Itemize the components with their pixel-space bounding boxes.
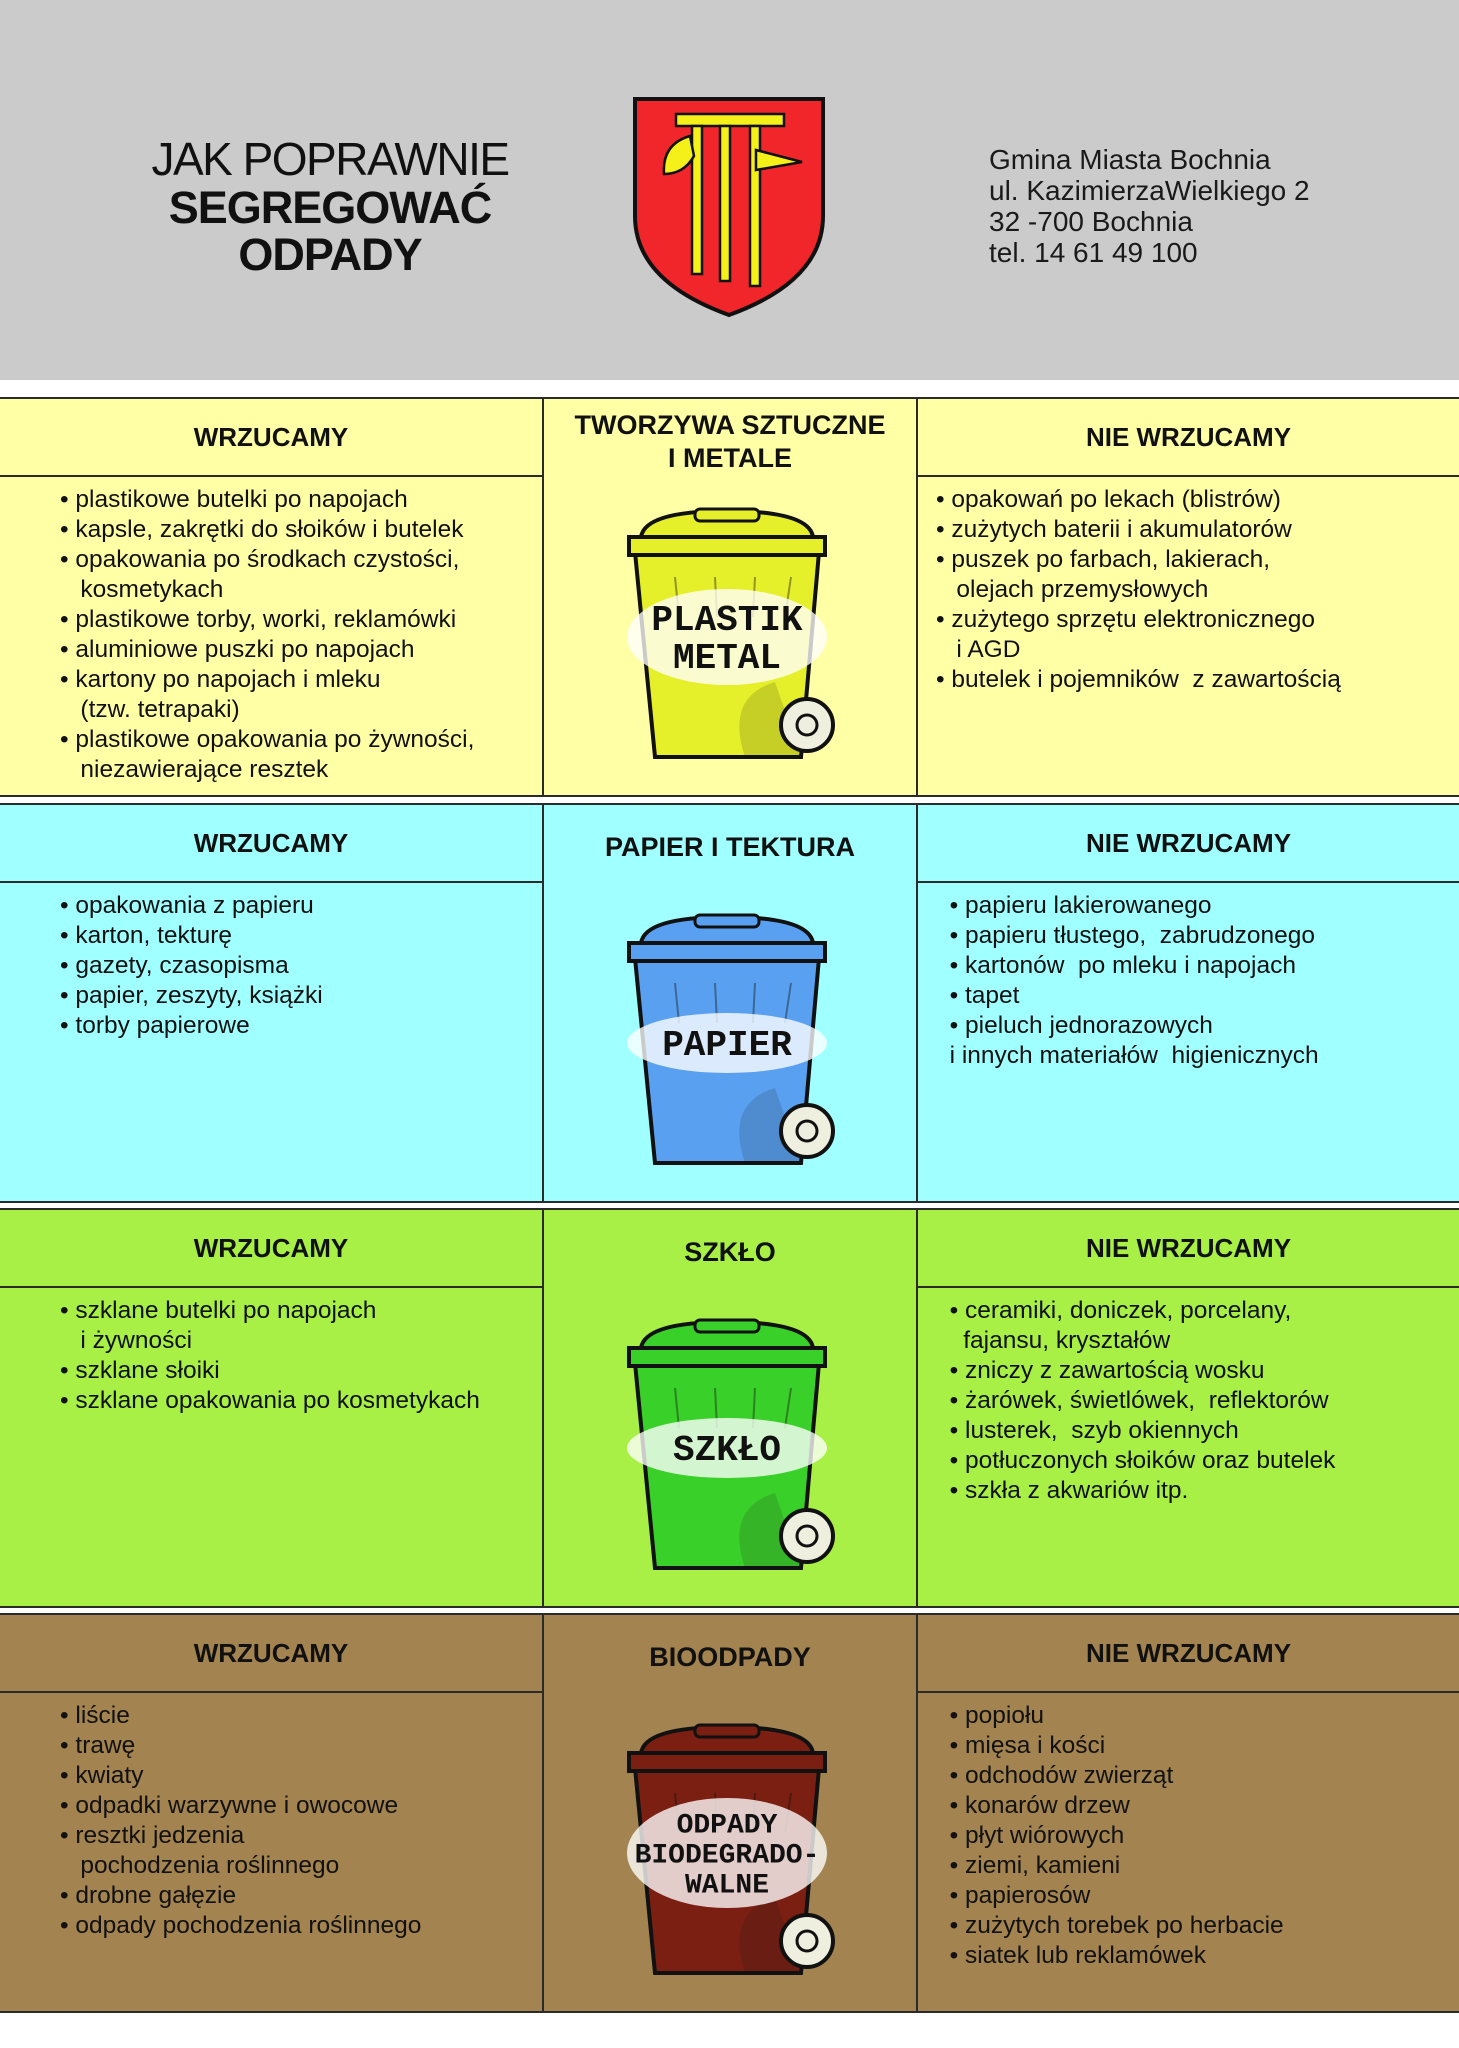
category-column (542, 1615, 918, 2011)
rejected-item: • konarów drzew (936, 1792, 1130, 1819)
bin-label-text: PAPIER (662, 1025, 792, 1066)
category-title (544, 1210, 916, 1308)
accepted-item: • kapsle, zakrętki do słoików i butelek (60, 516, 464, 543)
rejected-item: • pieluch jednorazowych (936, 1012, 1213, 1039)
rejected-column (918, 399, 1459, 795)
accepted-column (0, 1210, 542, 1606)
category-title (544, 1615, 916, 1713)
waste-bin-icon (615, 507, 845, 765)
title-line-2: SEGREGOWAĆ (168, 181, 492, 233)
accepted-header: WRZUCAMY (0, 1210, 542, 1288)
accepted-item: • liście (60, 1702, 130, 1729)
rejected-item: fajansu, kryształów (936, 1327, 1171, 1354)
category-column (542, 805, 918, 1201)
rejected-header: NIE WRZUCAMY (918, 1210, 1459, 1288)
section-bio (0, 1613, 1459, 2013)
rejected-item: • płyt wiórowych (936, 1822, 1125, 1849)
bin-label-text: SZKŁO (672, 1430, 782, 1471)
waste-bin-icon (615, 1723, 845, 1981)
rejected-item: • ziemi, kamieni (936, 1852, 1121, 1879)
category-title (544, 399, 916, 481)
category-column (542, 399, 918, 795)
section-plastic-metal (0, 397, 1459, 797)
accepted-item: i żywności (60, 1327, 193, 1354)
rejected-item: • żarówek, świetlówek, reflektorów (936, 1387, 1329, 1414)
accepted-item: • szklane butelki po napojach (60, 1297, 377, 1324)
accepted-item: • gazety, czasopisma (60, 952, 289, 979)
rejected-item: • lusterek, szyb okiennych (936, 1417, 1239, 1444)
bin-label-text: ODPADY (676, 1810, 778, 1842)
rejected-item: • papieru lakierowanego (936, 892, 1212, 919)
accepted-item: • opakowania po środkach czystości, (60, 546, 460, 573)
accepted-list (0, 1288, 542, 1416)
accepted-item: • aluminiowe puszki po napojach (60, 636, 415, 663)
rejected-list (918, 1288, 1459, 1506)
accepted-item: niezawierające resztek (60, 756, 329, 783)
rejected-item: • szkła z akwariów itp. (936, 1477, 1189, 1504)
accepted-header: WRZUCAMY (0, 805, 542, 883)
accepted-item: • opakowania z papieru (60, 892, 314, 919)
rejected-item: • opakowań po lekach (blistrów) (936, 486, 1281, 513)
bin-label-text: PLASTIK (651, 600, 803, 641)
section-glass (0, 1208, 1459, 1608)
rejected-item: • mięsa i kości (936, 1732, 1106, 1759)
accepted-item: • resztki jedzenia (60, 1822, 245, 1849)
accepted-item: • plastikowe torby, worki, reklamówki (60, 606, 457, 633)
poster-title (110, 135, 550, 279)
accepted-item: • odpadki warzywne i owocowe (60, 1792, 399, 1819)
rejected-header: NIE WRZUCAMY (918, 399, 1459, 477)
accepted-item: • papier, zeszyty, książki (60, 982, 323, 1009)
address-phone: tel. 14 61 49 100 (989, 237, 1198, 268)
address-line-3: 32 -700 Bochnia (989, 206, 1193, 237)
accepted-item: • karton, tekturę (60, 922, 232, 949)
accepted-item: • trawę (60, 1732, 136, 1759)
rejected-item: i innych materiałów higienicznych (936, 1042, 1319, 1069)
accepted-item: • drobne gałęzie (60, 1882, 237, 1909)
accepted-item: • plastikowe butelki po napojach (60, 486, 408, 513)
rejected-list (918, 1693, 1459, 1971)
bin-label-text: BIODEGRADO- (634, 1840, 820, 1872)
rejected-item: olejach przemysłowych (936, 576, 1209, 603)
category-column (542, 1210, 918, 1606)
address-line-2: ul. KazimierzaWielkiego 2 (989, 175, 1310, 206)
accepted-item: • kwiaty (60, 1762, 144, 1789)
rejected-column (918, 805, 1459, 1201)
accepted-item: • szklane opakowania po kosmetykach (60, 1387, 480, 1414)
rejected-item: • papieru tłustego, zabrudzonego (936, 922, 1316, 949)
category-title (544, 805, 916, 903)
rejected-item: • kartonów po mleku i napojach (936, 952, 1296, 979)
accepted-item: • kartony po napojach i mleku (60, 666, 381, 693)
rejected-header: NIE WRZUCAMY (918, 1615, 1459, 1693)
title-line-3: ODPADY (238, 229, 422, 281)
accepted-column (0, 1615, 542, 2011)
address-line-1: Gmina Miasta Bochnia (989, 144, 1271, 175)
rejected-item: • ceramiki, doniczek, porcelany, (936, 1297, 1292, 1324)
accepted-item: • odpady pochodzenia roślinnego (60, 1912, 422, 1939)
accepted-item: pochodzenia roślinnego (60, 1852, 340, 1879)
bochnia-coat-of-arms-icon (632, 96, 826, 318)
rejected-item: • tapet (936, 982, 1020, 1009)
accepted-item: • torby papierowe (60, 1012, 250, 1039)
municipality-address (989, 144, 1310, 268)
rejected-column (918, 1615, 1459, 2011)
rejected-column (918, 1210, 1459, 1606)
rejected-item: • zużytych baterii i akumulatorów (936, 516, 1292, 543)
accepted-header: WRZUCAMY (0, 399, 542, 477)
accepted-item: kosmetykach (60, 576, 224, 603)
accepted-header: WRZUCAMY (0, 1615, 542, 1693)
accepted-list (0, 1693, 542, 1941)
rejected-header: NIE WRZUCAMY (918, 805, 1459, 883)
accepted-item: • plastikowe opakowania po żywności, (60, 726, 475, 753)
rejected-item: • zużytych torebek po herbacie (936, 1912, 1284, 1939)
rejected-item: • zużytego sprzętu elektronicznego (936, 606, 1316, 633)
rejected-item: i AGD (936, 636, 1021, 663)
bin-label-text: WALNE (684, 1870, 770, 1902)
accepted-list (0, 883, 542, 1041)
rejected-item: • popiołu (936, 1702, 1045, 1729)
rejected-item: • puszek po farbach, lakierach, (936, 546, 1271, 573)
category-title-line: BIOODPADY (649, 1642, 811, 1672)
accepted-list (0, 477, 542, 785)
accepted-item: (tzw. tetrapaki) (60, 696, 240, 723)
accepted-item: • szklane słoiki (60, 1357, 220, 1384)
rejected-list (918, 477, 1459, 695)
section-paper (0, 803, 1459, 1203)
category-title-line: TWORZYWA SZTUCZNE (574, 410, 886, 440)
category-title-line: SZKŁO (684, 1237, 776, 1267)
category-title-line: PAPIER I TEKTURA (604, 832, 855, 862)
title-line-1: JAK POPRAWNIE (151, 133, 509, 185)
accepted-column (0, 399, 542, 795)
rejected-item: • papierosów (936, 1882, 1091, 1909)
rejected-item: • zniczy z zawartością wosku (936, 1357, 1265, 1384)
waste-bin-icon (615, 1318, 845, 1576)
rejected-list (918, 883, 1459, 1071)
rejected-item: • siatek lub reklamówek (936, 1942, 1207, 1969)
accepted-column (0, 805, 542, 1201)
bin-label-text: METAL (672, 638, 782, 679)
rejected-item: • butelek i pojemników z zawartością (936, 666, 1341, 693)
rejected-item: • odchodów zwierząt (936, 1762, 1174, 1789)
rejected-item: • potłuczonych słoików oraz butelek (936, 1447, 1336, 1474)
category-title-line: I METALE (668, 443, 792, 473)
page-header (0, 0, 1459, 380)
waste-bin-icon (615, 913, 845, 1171)
